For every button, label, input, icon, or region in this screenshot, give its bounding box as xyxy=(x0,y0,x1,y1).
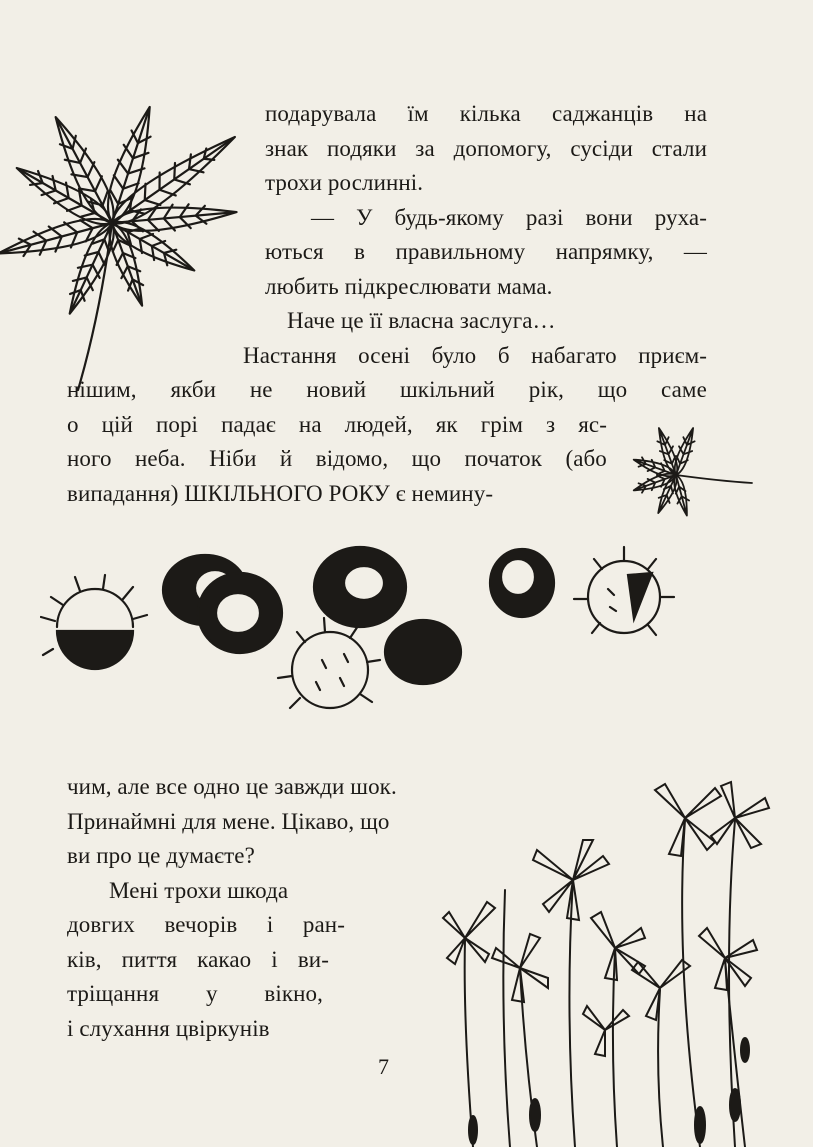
text-line: нішим, якби не новий шкільний рік, що саме xyxy=(67,377,707,402)
text-line: любить підкреслювати мама. xyxy=(265,273,553,299)
text-line: трохи рослинні. xyxy=(265,170,424,195)
text-line: о цій порі падає на людей, як грім з яс- xyxy=(67,411,607,437)
text-line: ються в правильному напрямку, — xyxy=(265,239,707,264)
flowers-illustration xyxy=(405,760,805,1147)
text-line: подарувала їм кілька саджанців на xyxy=(265,101,707,126)
text-line: Мені трохи шкода xyxy=(109,877,289,903)
bottom-paragraph-block xyxy=(67,770,427,1046)
text-line: ного неба. Ніби й відомо, що початок (або xyxy=(67,446,607,471)
text-line: чим, але все одно це завжди шок. xyxy=(67,774,397,799)
text-line: знак подяки за допомогу, сусіди стали xyxy=(265,135,707,161)
text-line: Настання осені було б набагато приєм- xyxy=(243,342,707,368)
text-line: і слухання цвіркунів xyxy=(67,1015,270,1041)
top-paragraph-block xyxy=(67,97,707,511)
text-line: довгих вечорів і ран- xyxy=(67,912,345,937)
text-line: тріщання у вікно, xyxy=(67,981,323,1006)
text-line: Наче це її власна заслуга… xyxy=(287,308,556,333)
text-line: ків, пиття какао і ви- xyxy=(67,946,329,972)
text-line: — У будь-якому разі вони руха- xyxy=(311,204,707,230)
chestnuts-illustration xyxy=(40,535,680,725)
page-number: 7 xyxy=(378,1054,389,1079)
text-line: Принаймні для мене. Цікаво, що xyxy=(67,808,390,834)
text-line: випадання) ШКІЛЬНОГО РОКУ є немину- xyxy=(67,480,494,506)
text-line: ви про це думаєте? xyxy=(67,843,255,868)
